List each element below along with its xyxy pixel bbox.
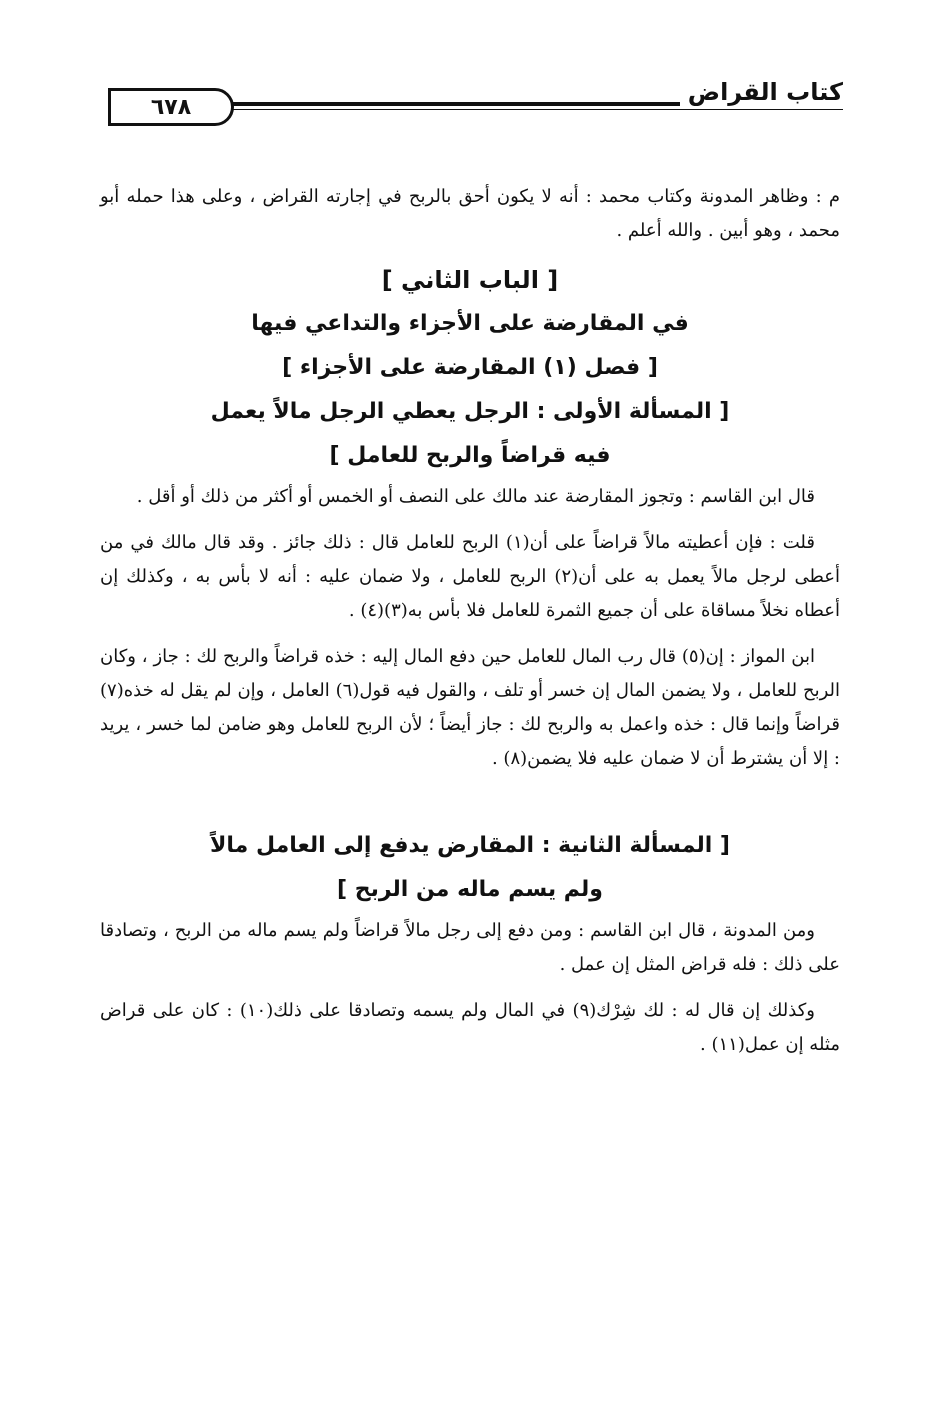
page-body	[100, 180, 840, 1074]
section-title: [ فصل (١) المقارضة على الأجزاء ]	[282, 355, 658, 380]
paragraph-1: قال ابن القاسم : وتجوز المقارضة عند مالك على النصف أو الخمس أو أكثر من ذلك أو أقل .	[136, 486, 815, 507]
paragraph-2: قلت : فإن أعطيته مالاً قراضاً على أن(١) الربح للعامل قال : ذلك جائز . وقد قال مالك في من أعطى لرجل مالاً يعمل به على أن(٢) الربح للعامل ، ولا ضمان عليه : أنه لا بأس به ، وكذلك إن أعطاه نخلاً مساقاة على أن جميع الثمرة للعامل فلا بأس به(٣)(٤) .	[100, 532, 841, 621]
issue2-title-line2: ولم يسم ماله من الربح ]	[337, 877, 603, 902]
book-title: كتاب القراض	[680, 78, 843, 106]
issue1-title-line2: فيه قراضاً والربح للعامل ]	[329, 443, 611, 468]
paragraph-3: ابن المواز : إن(٥) قال رب المال للعامل حين دفع المال إليه : خذه قراضاً والربح لك : جاز ، وكان الربح للعامل ، ولا يضمن المال إن خسر أو تلف ، والقول فيه قول(٦) العامل ، وإن لم يقل له خذه(٧) قراضاً وإنما قال : خذه واعمل به والربح لك : جاز أيضاً ؛ لأن الربح للعامل وهو ضامن لما خسر ، يريد : إلا أن يشترط أن لا ضمان عليه فلا يضمن(٨) .	[100, 646, 840, 769]
paragraph-4: ومن المدونة ، قال ابن القاسم : ومن دفع إلى رجل مالاً قراضاً ولم يسم ماله من الربح ، وتصادقا على ذلك : فله قراض المثل إن عمل .	[100, 920, 840, 975]
chapter-subtitle: في المقارضة على الأجزاء والتداعي فيها	[251, 311, 689, 336]
chapter-title: [ الباب الثاني ]	[381, 266, 559, 294]
header-rule-thin	[226, 109, 843, 110]
issue2-title-line1: [ المسألة الثانية : المقارض يدفع إلى العامل مالاً	[210, 833, 730, 858]
section-spacer	[100, 788, 840, 822]
intro-paragraph: م : وظاهر المدونة وكتاب محمد : أنه لا يكون أحق بالربح في إجارته القراض ، وعلى هذا حمله أبو محمد ، وهو أبين . والله أعلم .	[100, 186, 840, 241]
issue1-title-line1: [ المسألة الأولى : الرجل يعطي الرجل مالاً يعمل	[210, 399, 730, 424]
page-header	[108, 78, 843, 128]
page-number: ٦٧٨	[108, 88, 234, 126]
paragraph-5: وكذلك إن قال له : لك شِرْك(٩) في المال ولم يسمه وتصادقا على ذلك(١٠) : كان على قراض مثله إن عمل(١١) .	[100, 1000, 840, 1055]
